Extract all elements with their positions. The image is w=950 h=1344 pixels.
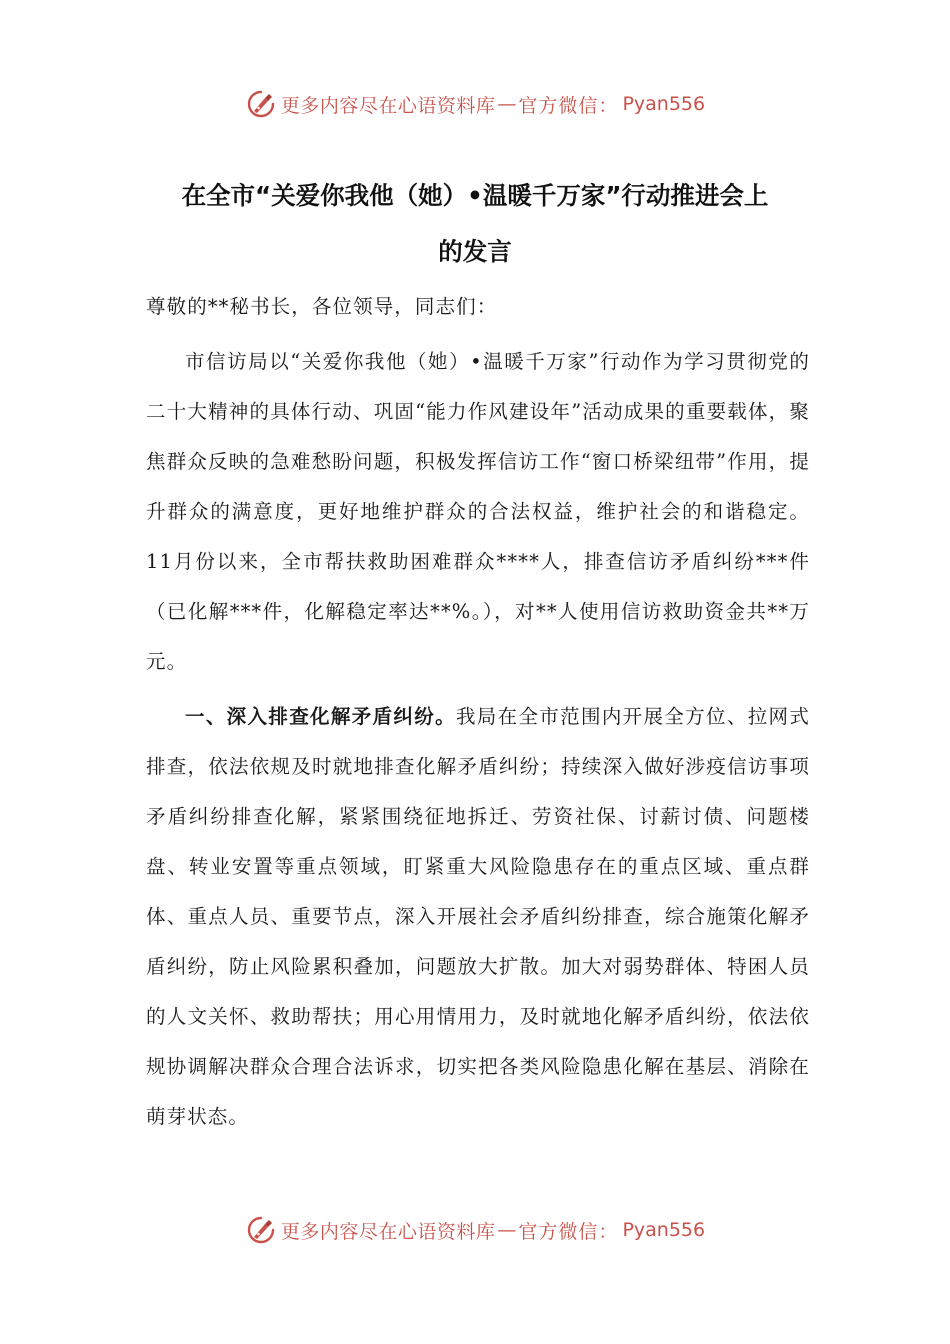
watermark-separator: — xyxy=(497,93,517,115)
watermark-label: 官方微信： xyxy=(518,94,619,117)
pen-nib-circle-icon xyxy=(245,88,277,120)
salutation: 尊敬的**秘书长，各位领导，同志们： xyxy=(146,295,498,318)
pen-nib-circle-icon xyxy=(245,1214,277,1246)
document-title-line-2: 的发言 xyxy=(438,237,512,266)
watermark-account: Pyan556 xyxy=(622,1219,706,1241)
watermark-separator: — xyxy=(497,1219,517,1241)
document-title-line-1: 在全市“关爱你我他（她）•温暖千万家”行动推进会上 xyxy=(181,181,769,210)
intro-paragraph: 市信访局以“关爱你我他（她）•温暖千万家”行动作为学习贯彻党的二十大精神的具体行动、巩固“能力作风建设年”活动成果的重要载体，聚焦群众反映的急难愁盼问题，积极发挥信访工作“窗口桥梁纽带”作用，提升群众的满意度，更好地维护群众的合法权益，维护社会的和谐稳定。11月份以来，全市帮扶救助困难群众****人，排查信访矛盾纠纷***件（已化解***件，化解稳定率达**%。），对**人使用信访救助资金共**万元。 xyxy=(146,350,810,673)
header-watermark xyxy=(0,84,950,124)
watermark-account: Pyan556 xyxy=(622,93,706,115)
section-1-heading: 一、深入排查化解矛盾纠纷。 xyxy=(185,705,456,728)
watermark-brand-text: 更多内容尽在心语资料库 xyxy=(280,1220,496,1243)
document-body xyxy=(146,282,810,1142)
footer-watermark xyxy=(0,1210,950,1250)
section-1-paragraph xyxy=(146,692,810,1142)
document-title xyxy=(140,168,810,280)
watermark-brand-text: 更多内容尽在心语资料库 xyxy=(280,94,496,117)
section-1-body: 我局在全市范围内开展全方位、拉网式排查，依法依规及时就地排查化解矛盾纠纷；持续深入做好涉疫信访事项矛盾纠纷排查化解，紧紧围绕征地拆迁、劳资社保、讨薪讨债、问题楼盘、转业安置等重点领域，盯紧重大风险隐患存在的重点区域、重点群体、重点人员、重要节点，深入开展社会矛盾纠纷排查，综合施策化解矛盾纠纷，防止风险累积叠加，问题放大扩散。加大对弱势群体、特困人员的人文关怀、救助帮扶；用心用情用力，及时就地化解矛盾纠纷，依法依规协调解决群众合理合法诉求，切实把各类风险隐患化解在基层、消除在萌芽状态。 xyxy=(146,705,810,1128)
watermark-label: 官方微信： xyxy=(518,1220,619,1243)
